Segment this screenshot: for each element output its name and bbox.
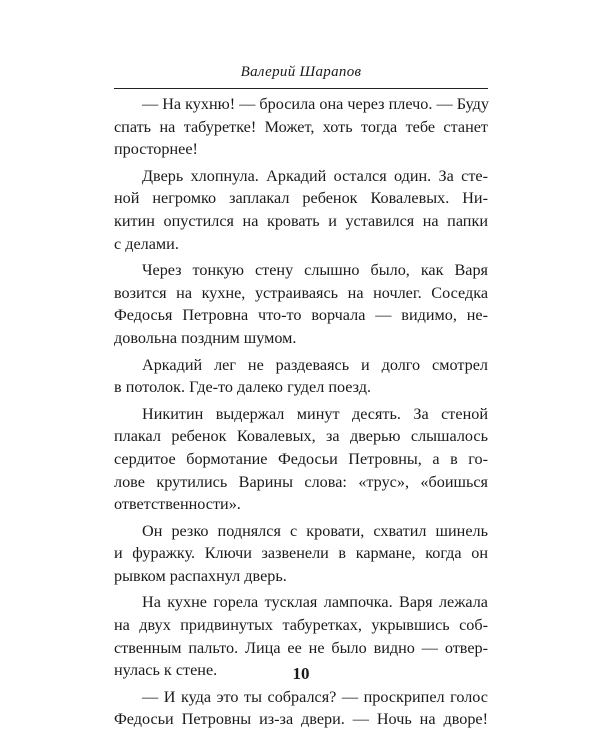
paragraph [114, 165, 488, 255]
text-line: Федосьи Петровны из-за двери. — Ночь на дворе! [114, 710, 488, 729]
text-line: Аркадий лег не раздеваясь и долго смотрел [142, 355, 488, 374]
running-head-author: Валерий Шарапов [240, 64, 362, 80]
text-line: Через тонкую стену слышно было, как Варя [142, 261, 488, 280]
text-line: в потолок. Где-то далеко гудел поезд. [114, 378, 372, 397]
page-number: 10 [292, 664, 310, 683]
text-line: Он резко поднялся с кровати, схватил шинель [142, 521, 488, 540]
body-text [114, 93, 488, 735]
paragraph [114, 403, 488, 516]
text-line: возится на кухне, устраиваясь на ночлег. Соседка [114, 283, 488, 302]
text-line: Федосья Петровна что-то ворчала — видимо, не- [114, 306, 488, 325]
text-line: просторнее! [114, 140, 198, 159]
paragraph [114, 354, 488, 399]
text-line: — И куда это ты собрался? — проскрипел голос [142, 687, 488, 706]
text-line: ответственности». [114, 495, 241, 514]
text-line: спать на табуретке! Может, хоть тогда тебе станет [114, 117, 488, 136]
text-line: с делами. [114, 234, 179, 253]
text-line: на двух придвинутых табуретках, укрывшись соб- [114, 616, 488, 635]
text-line: ственным пальто. Лица ее не было видно — отвер- [114, 638, 488, 657]
text-line: лове крутились Варины слова: «трус», «боишься [114, 472, 488, 491]
paragraph [114, 686, 488, 731]
paragraph [114, 259, 488, 349]
header-rule [114, 88, 488, 89]
paragraph [114, 93, 488, 161]
paragraph [114, 520, 488, 588]
text-line: нулась к стене. [114, 661, 218, 680]
text-line: сердитое бормотание Федосьи Петровны, а в го- [114, 449, 488, 468]
text-line: плакал ребенок Ковалевых, за дверью слышалось [114, 427, 488, 446]
text-line: ной негромко заплакал ребенок Ковалевых. Ни- [114, 189, 488, 208]
text-line: Дверь хлопнула. Аркадий остался один. За сте- [142, 166, 488, 185]
text-line: Никитин выдержал минут десять. За стеной [142, 404, 488, 423]
text-line: довольна поздним шумом. [114, 328, 297, 347]
text-line: На кухне горела тусклая лампочка. Варя лежала [142, 593, 488, 612]
text-line: и фуражку. Ключи зазвенели в кармане, когда он [114, 544, 488, 563]
text-line: рывком распахнул дверь. [114, 566, 287, 585]
text-line: китин опустился на кровать и уставился на папки [114, 211, 488, 230]
text-line: — На кухню! — бросила она через плечо. — Буду [142, 95, 490, 113]
